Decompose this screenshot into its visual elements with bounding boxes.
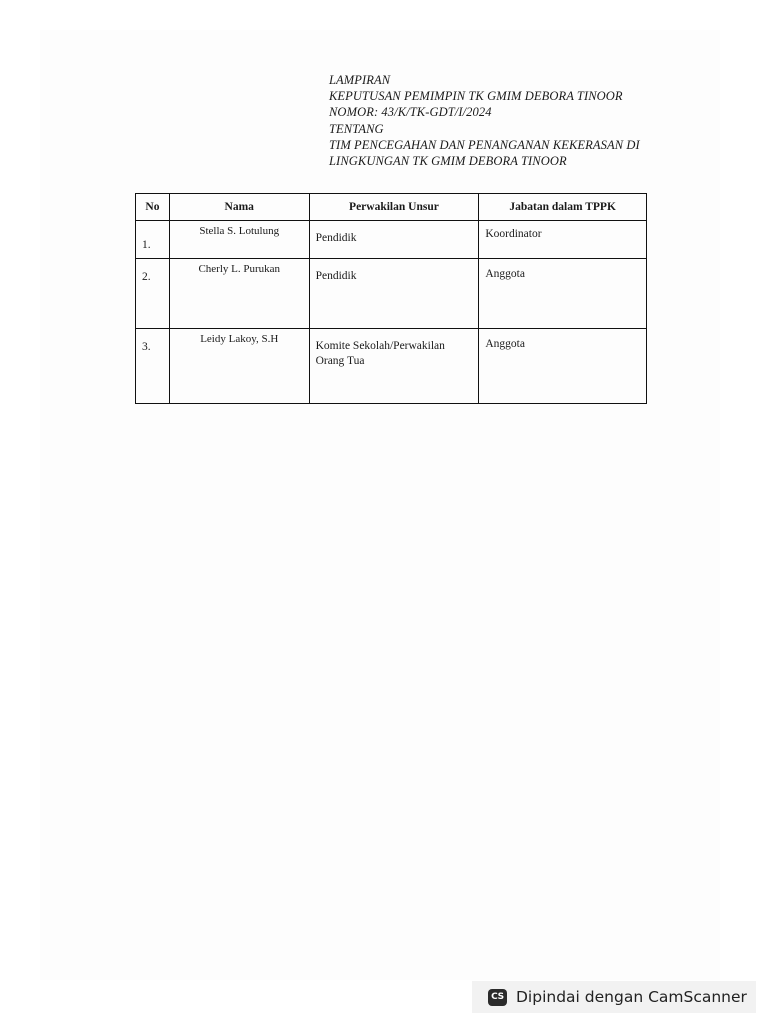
document-heading [329,72,689,169]
cell-nama: Cherly L. Purukan [169,259,309,329]
cell-no: 2. [136,259,170,329]
table-row [136,329,647,404]
heading-lampiran: LAMPIRAN [329,73,391,87]
cell-no: 3. [136,329,170,404]
cell-nama: Leidy Lakoy, S.H [169,329,309,404]
table-row [136,259,647,329]
heading-subject-line2: LINGKUNGAN TK GMIM DEBORA TINOOR [329,154,567,169]
tppk-members-table [135,193,647,404]
camscanner-watermark-text: Dipindai dengan CamScanner [516,988,747,1006]
heading-subject-line1: TIM PENCEGAHAN DAN PENANGANAN KEKERASAN DI [329,137,640,152]
column-header-jabatan: Jabatan dalam TPPK [479,194,647,221]
cell-perwakilan-unsur: Pendidik [309,259,479,329]
cell-jabatan: Anggota [479,259,647,329]
camscanner-watermark [472,981,756,1013]
heading-keputusan: KEPUTUSAN PEMIMPIN TK GMIM DEBORA TINOOR [329,89,623,104]
column-header-nama: Nama [169,194,309,221]
table-row [136,221,647,259]
camscanner-logo-icon: CS [488,989,507,1006]
cell-jabatan: Anggota [479,329,647,404]
cell-perwakilan-unsur: Komite Sekolah/Perwakilan Orang Tua [309,329,479,404]
column-header-no: No [136,194,170,221]
cell-perwakilan-unsur: Pendidik [309,221,479,259]
column-header-perwakilan-unsur: Perwakilan Unsur [309,194,479,221]
heading-nomor: NOMOR: 43/K/TK-GDT/I/2024 [329,105,492,120]
cell-nama: Stella S. Lotulung [169,221,309,259]
document-page [40,30,720,980]
heading-tentang: TENTANG [329,121,384,136]
cell-no: 1. [136,221,170,259]
cell-jabatan: Koordinator [479,221,647,259]
table-header-row [136,194,647,221]
